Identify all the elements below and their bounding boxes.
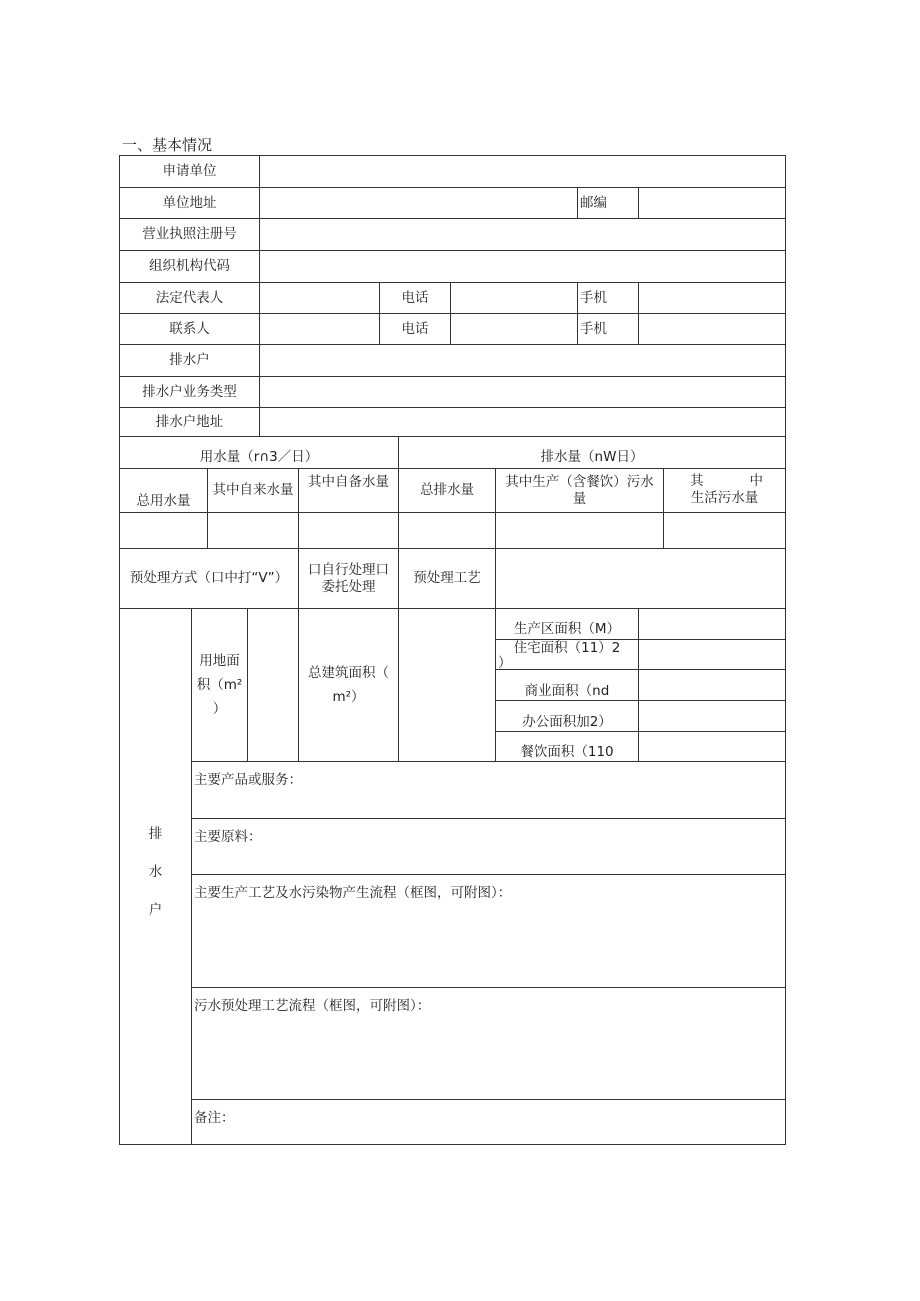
field-materials[interactable] [192,819,786,875]
field-license[interactable] [260,219,786,251]
domestic-char-1: 其 [690,473,704,489]
field-legal-rep[interactable] [260,283,380,314]
field-remarks[interactable] [192,1100,786,1145]
field-address[interactable] [260,188,578,219]
value-production-sewage[interactable] [496,513,664,549]
value-office-area[interactable] [639,701,786,732]
value-land-area[interactable] [248,609,299,762]
label-discharger: 排水户 [120,345,260,377]
label-discharger-address: 排水户地址 [120,408,260,437]
value-residential-area[interactable] [639,640,786,670]
side-char-2: 水 [148,864,163,880]
pretreatment-options[interactable]: 口自行处理口委托处理 [299,549,399,609]
field-discharger-address[interactable] [260,408,786,437]
label-process-flow: 主要生产工艺及水污染物产生流程（框图，可附图）： [194,885,512,901]
header-water-use: 用水量（r∩3／日） [120,437,399,469]
label-materials: 主要原料： [194,829,262,845]
field-process-flow[interactable] [192,875,786,988]
field-sewage-flow[interactable] [192,988,786,1100]
label-org-code: 组织机构代码 [120,251,260,283]
label-address: 单位地址 [120,188,260,219]
label-contact-phone: 电话 [380,314,451,345]
label-remarks: 备注： [194,1110,235,1126]
field-legal-rep-phone[interactable] [451,283,578,314]
label-contact: 联系人 [120,314,260,345]
value-building-area[interactable] [399,609,496,762]
section-title: 一、基本情况 [122,136,213,154]
value-commercial-area[interactable] [639,670,786,701]
label-office-area: 办公面积加2） [496,701,639,732]
side-char-3: 户 [148,902,163,918]
value-domestic-sewage[interactable] [664,513,786,549]
label-catering-area: 餐饮面积（110 [496,732,639,762]
field-discharger[interactable] [260,345,786,377]
field-applicant[interactable] [260,156,786,188]
label-building-area: 总建筑面积（ m²） [299,609,399,762]
domestic-char-2: 中 [749,473,763,489]
header-domestic-sewage [664,469,786,513]
label-pretreatment-process: 预处理工艺 [399,549,496,609]
label-pretreatment-method: 预处理方式（口中打“V”） [120,549,299,609]
label-legal-rep-phone: 电话 [380,283,451,314]
header-self-supply: 其中自备水量 [299,469,399,513]
field-contact[interactable] [260,314,380,345]
label-legal-rep: 法定代表人 [120,283,260,314]
field-pretreatment-process[interactable] [496,549,786,609]
field-contact-phone[interactable] [451,314,578,345]
label-land-area: 用地面 积（m² ） [192,609,248,762]
field-contact-mobile[interactable] [639,314,786,345]
label-sewage-flow: 污水预处理工艺流程（框图，可附图）： [194,998,431,1014]
label-applicant: 申请单位 [120,156,260,188]
side-char-1: 排 [148,826,163,842]
value-self-supply[interactable] [299,513,399,549]
domestic-text: 生活污水量 [690,490,759,506]
field-org-code[interactable] [260,251,786,283]
label-business-type: 排水户业务类型 [120,377,260,408]
label-products: 主要产品或服务： [194,772,302,788]
header-production-sewage: 其中生产（含餐饮）污水量 [496,469,664,513]
header-total-discharge: 总排水量 [399,469,496,513]
label-residential-area: 住宅面积（11）2 ） [496,640,639,670]
field-products[interactable] [192,762,786,819]
label-legal-rep-mobile: 手机 [578,283,639,314]
label-commercial-area: 商业面积（nd [496,670,639,701]
label-production-area: 生产区面积（M） [496,609,639,640]
value-tap-water[interactable] [208,513,299,549]
side-label-discharger [120,609,192,1145]
label-license: 营业执照注册号 [120,219,260,251]
header-water-discharge: 排水量（nW日） [399,437,786,469]
value-production-area[interactable] [639,609,786,640]
form-table [119,155,786,1145]
field-business-type[interactable] [260,377,786,408]
field-postcode[interactable] [639,188,786,219]
header-total-use: 总用水量 [120,469,208,513]
value-total-discharge[interactable] [399,513,496,549]
value-catering-area[interactable] [639,732,786,762]
value-total-use[interactable] [120,513,208,549]
label-postcode: 邮编 [578,188,639,219]
header-tap-water: 其中自来水量 [208,469,299,513]
field-legal-rep-mobile[interactable] [639,283,786,314]
label-contact-mobile: 手机 [578,314,639,345]
